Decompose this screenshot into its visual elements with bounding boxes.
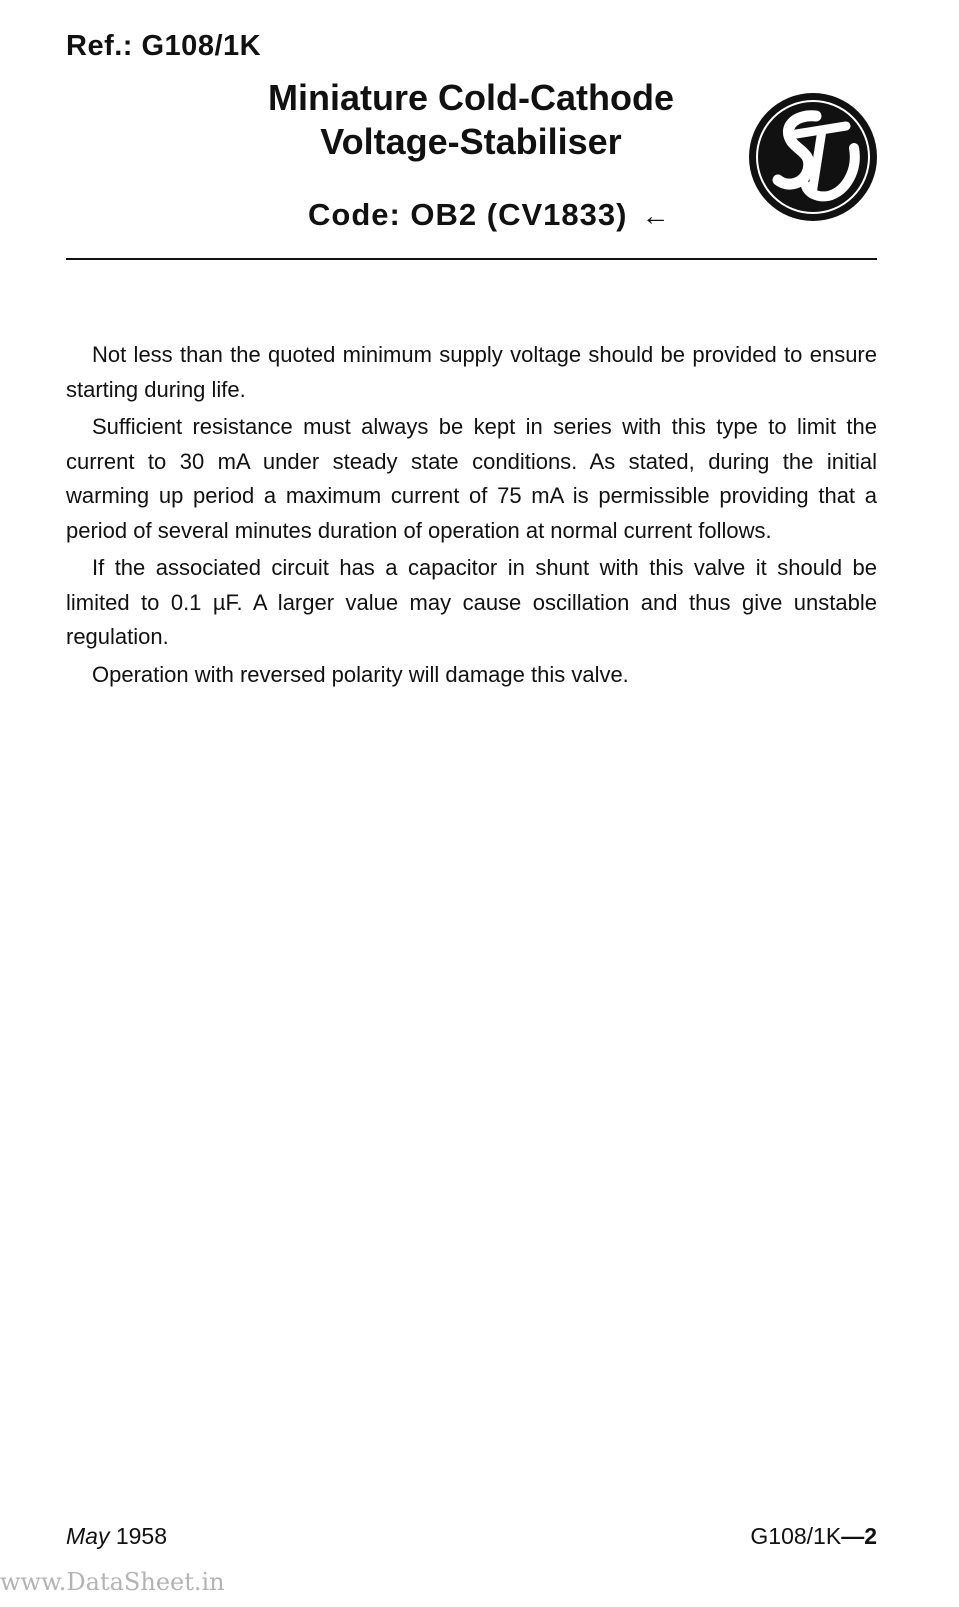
type-code [308,197,670,233]
footer-ref-prefix: G108/1K [750,1523,842,1549]
footer-year: 1958 [115,1523,168,1549]
title-line-2: Voltage-Stabiliser [320,121,622,162]
type-code-text: Code: OB2 (CV1833) [308,197,628,232]
paragraph-shunt-capacitor: If the associated circuit has a capacitor in shunt with this valve it should be limited to 0.1 µF. A larger value may cause oscillation and thus give unstable regulation. [66,555,877,649]
title-line-1: Miniature Cold-Cathode [268,77,674,118]
watermark: www.DataSheet.in [0,1568,225,1596]
footer-page-number: —2 [841,1523,877,1549]
header-divider [66,258,877,260]
document-ref: Ref.: G108/1K [66,30,262,62]
arrow-left-icon: ← [641,200,671,231]
paragraph-reversed-polarity: Operation with reversed polarity will damage this valve. [92,661,629,687]
footer-date [66,1523,167,1550]
footer-page-ref [750,1523,877,1550]
paragraph-supply-voltage: Not less than the quoted minimum supply voltage should be provided to ensure starting during life. [66,342,877,402]
body-text [66,338,877,695]
stc-logo-icon [746,90,880,224]
footer-month: May [66,1523,110,1549]
paragraph-series-resistance: Sufficient resistance must always be kept in series with this type to limit the current to 30 mA under steady state conditions. As stated, during the initial warming up period a maximum current of 75 mA is permissible providing that a period of several minutes duration of operation at normal current follows. [66,414,877,543]
